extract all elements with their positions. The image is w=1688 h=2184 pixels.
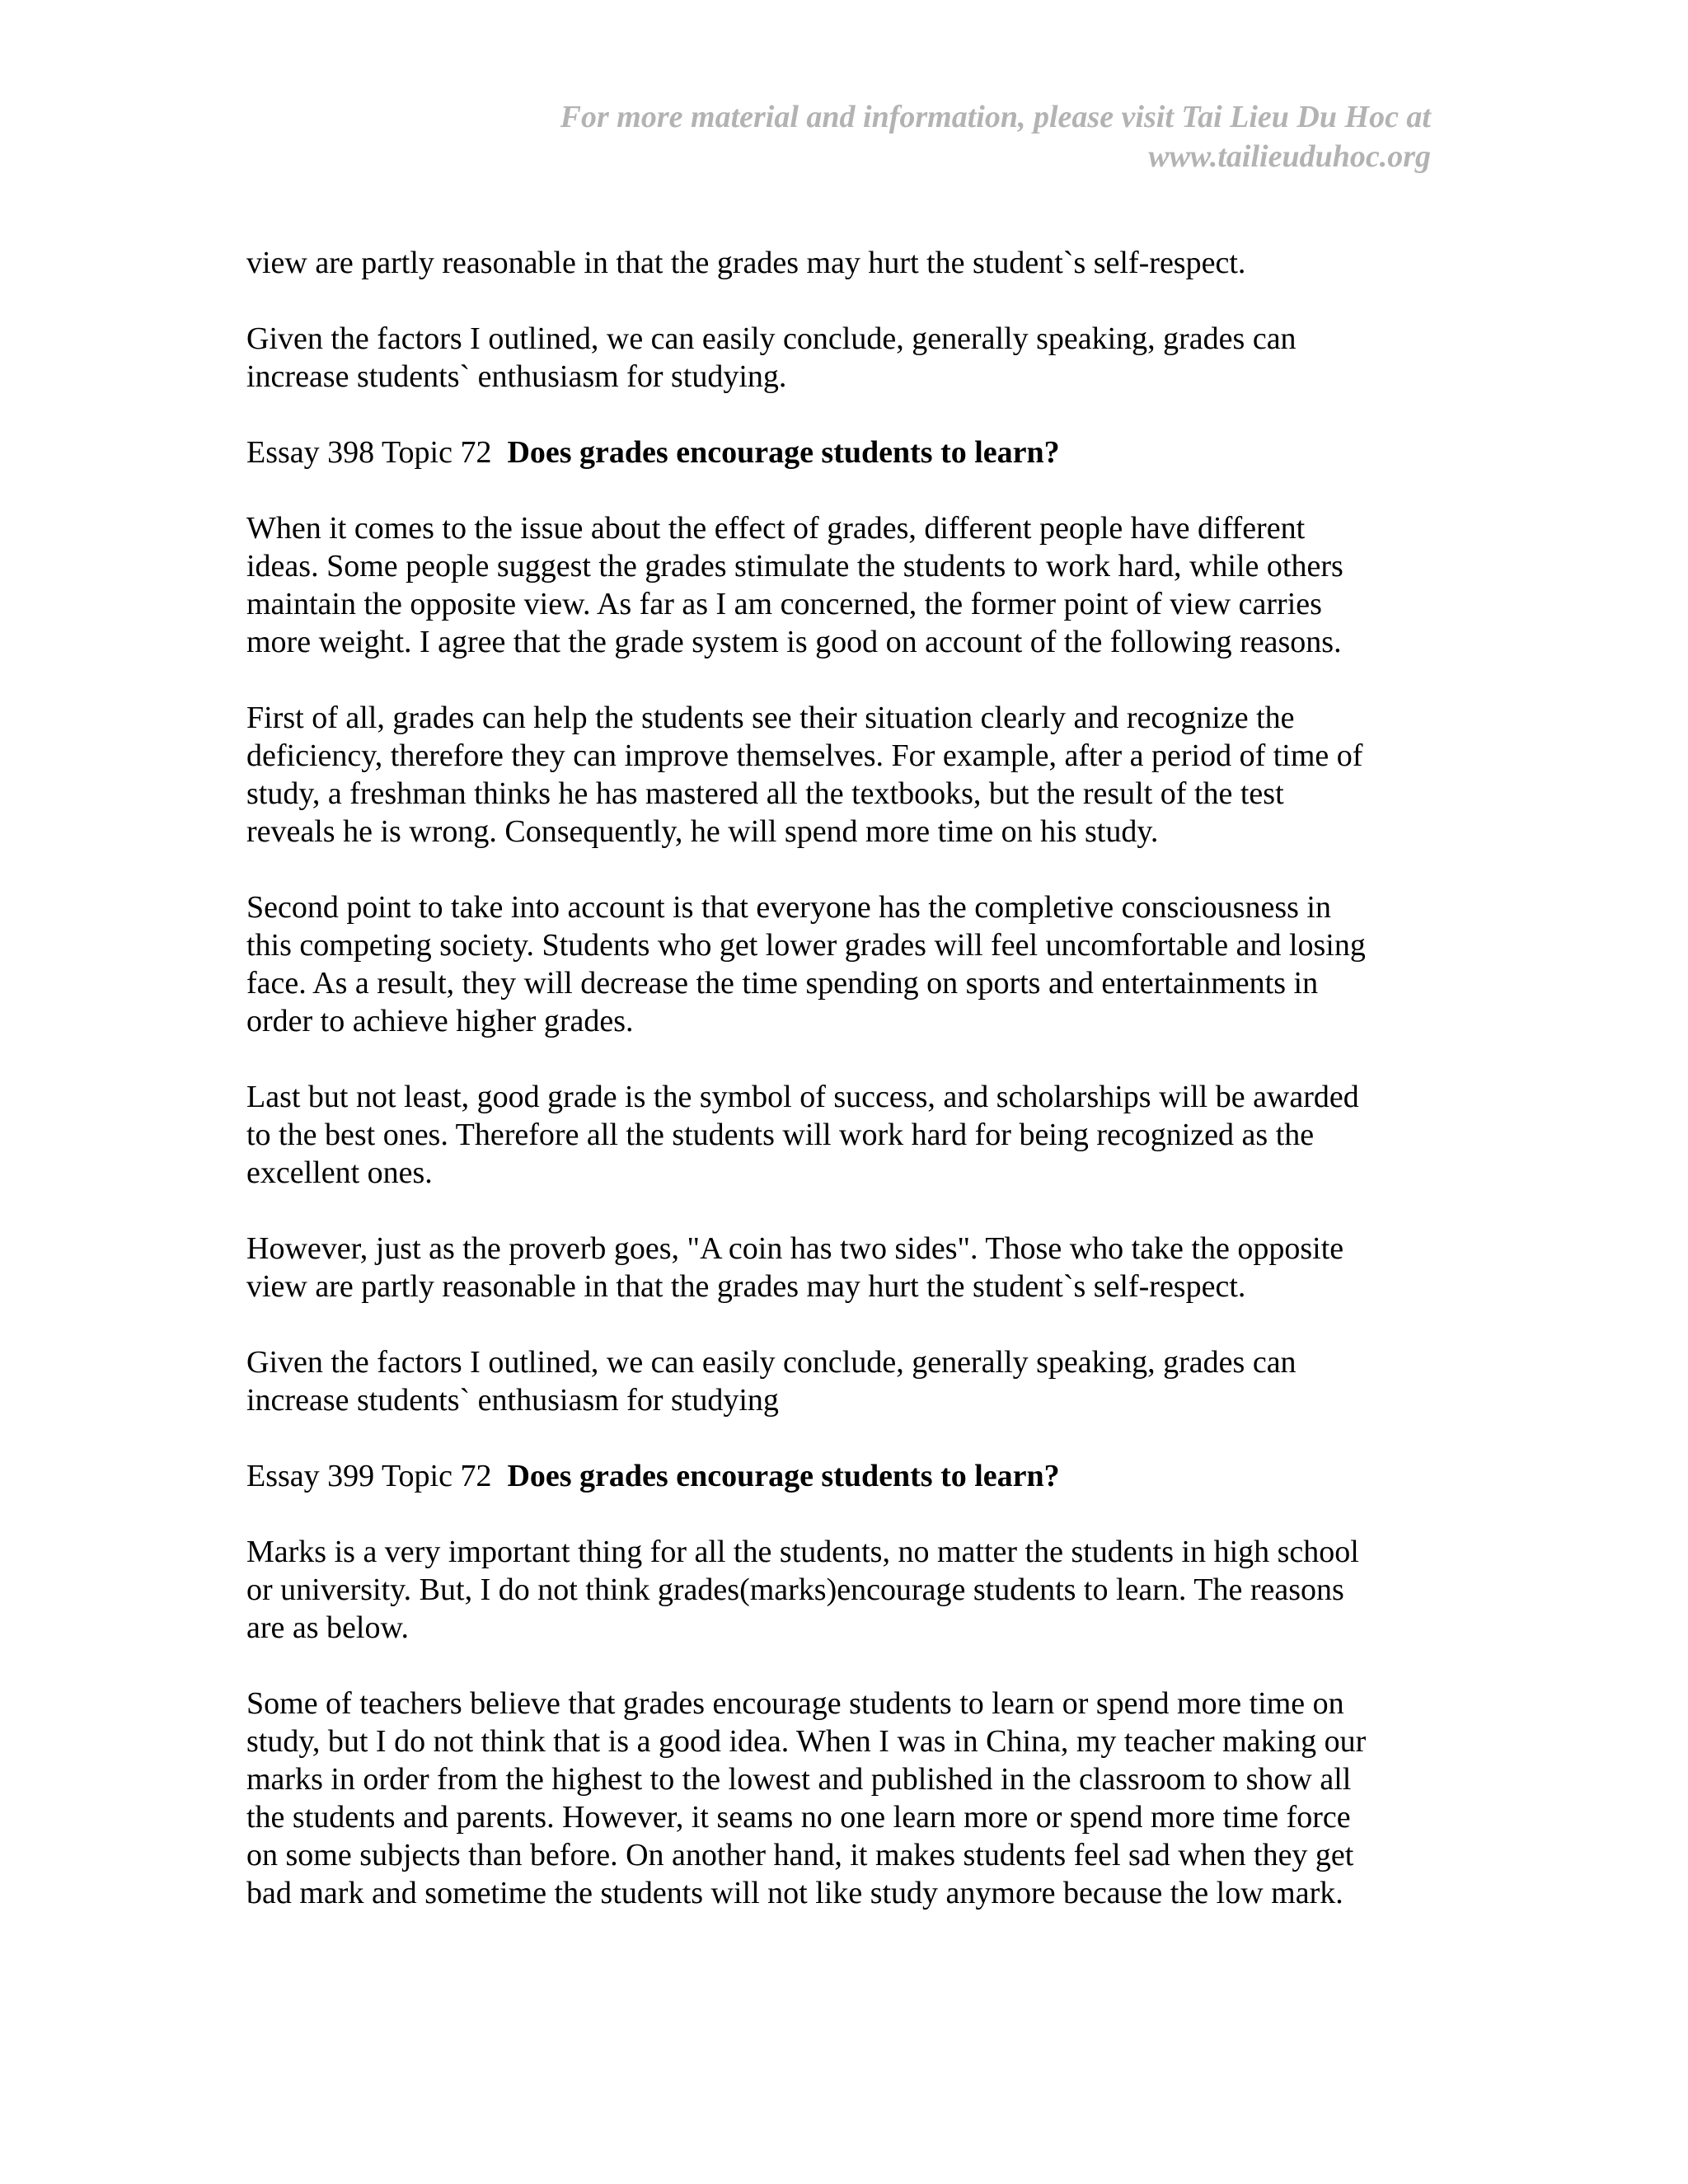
essay-heading-line <box>246 434 1442 471</box>
paragraph-line: Some of teachers believe that grades encourage students to learn or spend more time on <box>246 1686 1344 1721</box>
header-line-1: For more material and information, please visit Tai Lieu Du Hoc at <box>560 100 1431 134</box>
paragraph-line: Given the factors I outlined, we can easily conclude, generally speaking, grades can <box>246 1345 1296 1380</box>
paragraph-line: When it comes to the issue about the effect of grades, different people have different <box>246 511 1306 546</box>
page-header <box>442 97 1431 176</box>
paragraph <box>246 509 1442 661</box>
paragraph-line: Given the factors I outlined, we can easily conclude, generally speaking, grades can <box>246 321 1296 356</box>
paragraph-line: ideas. Some people suggest the grades stimulate the students to work hard, while others <box>246 549 1343 583</box>
document-body <box>246 244 1442 1950</box>
paragraph <box>246 1343 1442 1419</box>
paragraph-line: to the best ones. Therefore all the students will work hard for being recognized as the <box>246 1118 1315 1152</box>
paragraph-line: face. As a result, they will decrease the time spending on sports and entertainments in <box>246 966 1319 1001</box>
paragraph-line: excellent ones. <box>246 1155 433 1190</box>
paragraph <box>246 1685 1442 1912</box>
paragraph <box>246 320 1442 396</box>
paragraph-line: study, a freshman thinks he has mastered all the textbooks, but the result of the test <box>246 776 1284 811</box>
paragraph-line: view are partly reasonable in that the grades may hurt the student`s self-respect. <box>246 246 1246 280</box>
paragraph-line: this competing society. Students who get lower grades will feel uncomfortable and losing <box>246 928 1366 963</box>
paragraph-line: deficiency, therefore they can improve themselves. For example, after a period of time of <box>246 738 1363 773</box>
header-link[interactable]: www.tailieuduhoc.org <box>1148 139 1431 174</box>
paragraph <box>246 888 1442 1040</box>
paragraph-line: increase students` enthusiasm for studying <box>246 1383 779 1418</box>
essay-title: Does grades encourage students to learn? <box>507 1459 1060 1493</box>
paragraph-line: increase students` enthusiasm for studying. <box>246 359 787 394</box>
essay-title: Does grades encourage students to learn? <box>507 435 1060 470</box>
paragraph <box>246 244 1442 282</box>
paragraph-line: view are partly reasonable in that the grades may hurt the student`s self-respect. <box>246 1269 1246 1304</box>
paragraph-line: study, but I do not think that is a good idea. When I was in China, my teacher making our <box>246 1724 1367 1759</box>
paragraph-line: Marks is a very important thing for all the students, no matter the students in high school <box>246 1535 1359 1569</box>
paragraph <box>246 1230 1442 1305</box>
paragraph-line: Last but not least, good grade is the symbol of success, and scholarships will be awarded <box>246 1080 1359 1114</box>
paragraph-line: the students and parents. However, it seams no one learn more or spend more time force <box>246 1800 1351 1835</box>
paragraph-line: on some subjects than before. On another hand, it makes students feel sad when they get <box>246 1838 1354 1872</box>
essay-heading <box>246 1457 1442 1495</box>
paragraph-line: more weight. I agree that the grade system is good on account of the following reasons. <box>246 625 1342 659</box>
paragraph <box>246 699 1442 851</box>
paragraph <box>246 1078 1442 1192</box>
paragraph-line: order to achieve higher grades. <box>246 1004 634 1038</box>
paragraph-line: Second point to take into account is that everyone has the completive consciousness in <box>246 890 1331 925</box>
paragraph-line: are as below. <box>246 1610 409 1645</box>
paragraph-line: First of all, grades can help the students see their situation clearly and recognize the <box>246 701 1295 735</box>
paragraph <box>246 1533 1442 1647</box>
paragraph-line: or university. But, I do not think grades(marks)encourage students to learn. The reasons <box>246 1572 1344 1607</box>
essay-heading-line <box>246 1457 1442 1495</box>
essay-label: Essay 399 Topic 72 <box>246 1459 492 1493</box>
paragraph-line: maintain the opposite view. As far as I am concerned, the former point of view carries <box>246 587 1322 621</box>
paragraph-line: reveals he is wrong. Consequently, he will spend more time on his study. <box>246 814 1159 849</box>
essay-label: Essay 398 Topic 72 <box>246 435 492 470</box>
paragraph-line: However, just as the proverb goes, "A coin has two sides". Those who take the opposite <box>246 1231 1344 1266</box>
essay-heading <box>246 434 1442 471</box>
paragraph-line: bad mark and sometime the students will not like study anymore because the low mark. <box>246 1876 1343 1910</box>
paragraph-line: marks in order from the highest to the lowest and published in the classroom to show all <box>246 1762 1352 1797</box>
